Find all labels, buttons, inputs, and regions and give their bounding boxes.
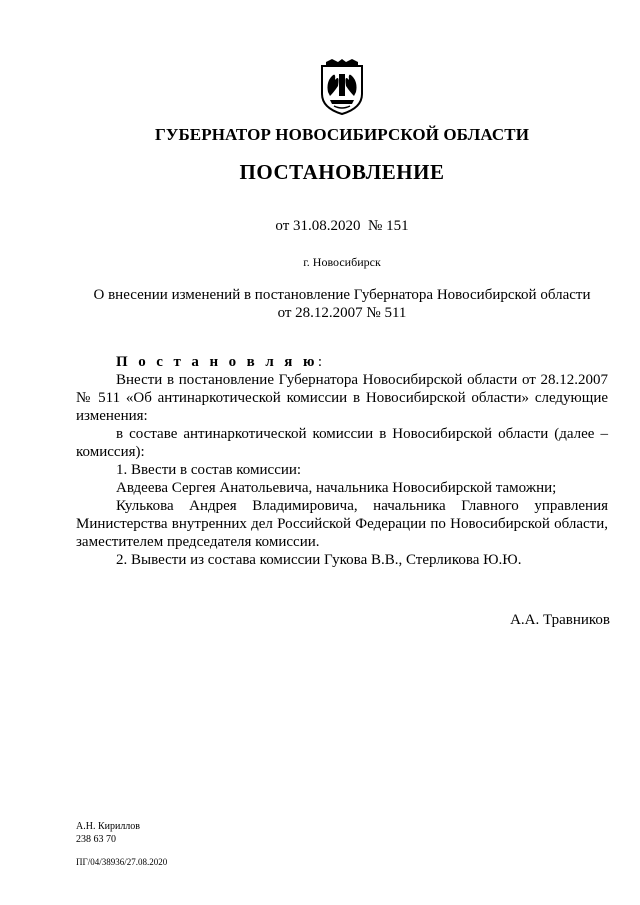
executor-block — [76, 820, 140, 846]
signatory-name: А.А. Травников — [510, 612, 610, 628]
paragraph: в составе антинаркотической комиссии в Новосибирской области (далее – комиссия): — [76, 426, 608, 460]
paragraph: Внести в постановление Губернатора Новосибирской области от 28.12.2007 № 511 «Об антинаркотической комиссии в Новосибирской области» следующие изменения: — [76, 372, 608, 424]
paragraph: 1. Ввести в состав комиссии: — [116, 462, 302, 478]
paragraph: 2. Вывести из состава комиссии Гукова В.В., Стерликова Ю.Ю. — [116, 552, 522, 568]
executor-phone: 238 63 70 — [76, 834, 116, 845]
executor-name: А.Н. Кириллов — [76, 821, 141, 832]
document-type: ПОСТАНОВЛЕНИЕ — [239, 160, 445, 184]
decree-colon: : — [317, 354, 323, 370]
coat-of-arms-icon — [318, 58, 366, 116]
subject-line-1: О внесении изменений в постановление Губернатора Новосибирской области — [93, 287, 591, 303]
document-body — [76, 353, 608, 569]
decree-word: П о с т а н о в л я ю — [116, 354, 318, 370]
date-and-number: от 31.08.2020 № 151 — [275, 218, 409, 234]
document-subject — [0, 286, 640, 322]
place-of-issue: г. Новосибирск — [303, 255, 381, 269]
paragraph: Кулькова Андрея Владимировича, начальника Главного управления Министерства внутренних дел Российской Федерации по Новосибирской области, заместителем председателя комиссии. — [76, 498, 608, 550]
paragraph: Авдеева Сергея Анатольевича, начальника Новосибирской таможни; — [116, 480, 557, 496]
subject-line-2: от 28.12.2007 № 511 — [277, 305, 407, 321]
decree-heading — [76, 353, 608, 371]
issuing-authority: ГУБЕРНАТОР НОВОСИБИРСКОЙ ОБЛАСТИ — [154, 125, 530, 144]
document-code: ПГ/04/38936/27.08.2020 — [76, 857, 168, 867]
